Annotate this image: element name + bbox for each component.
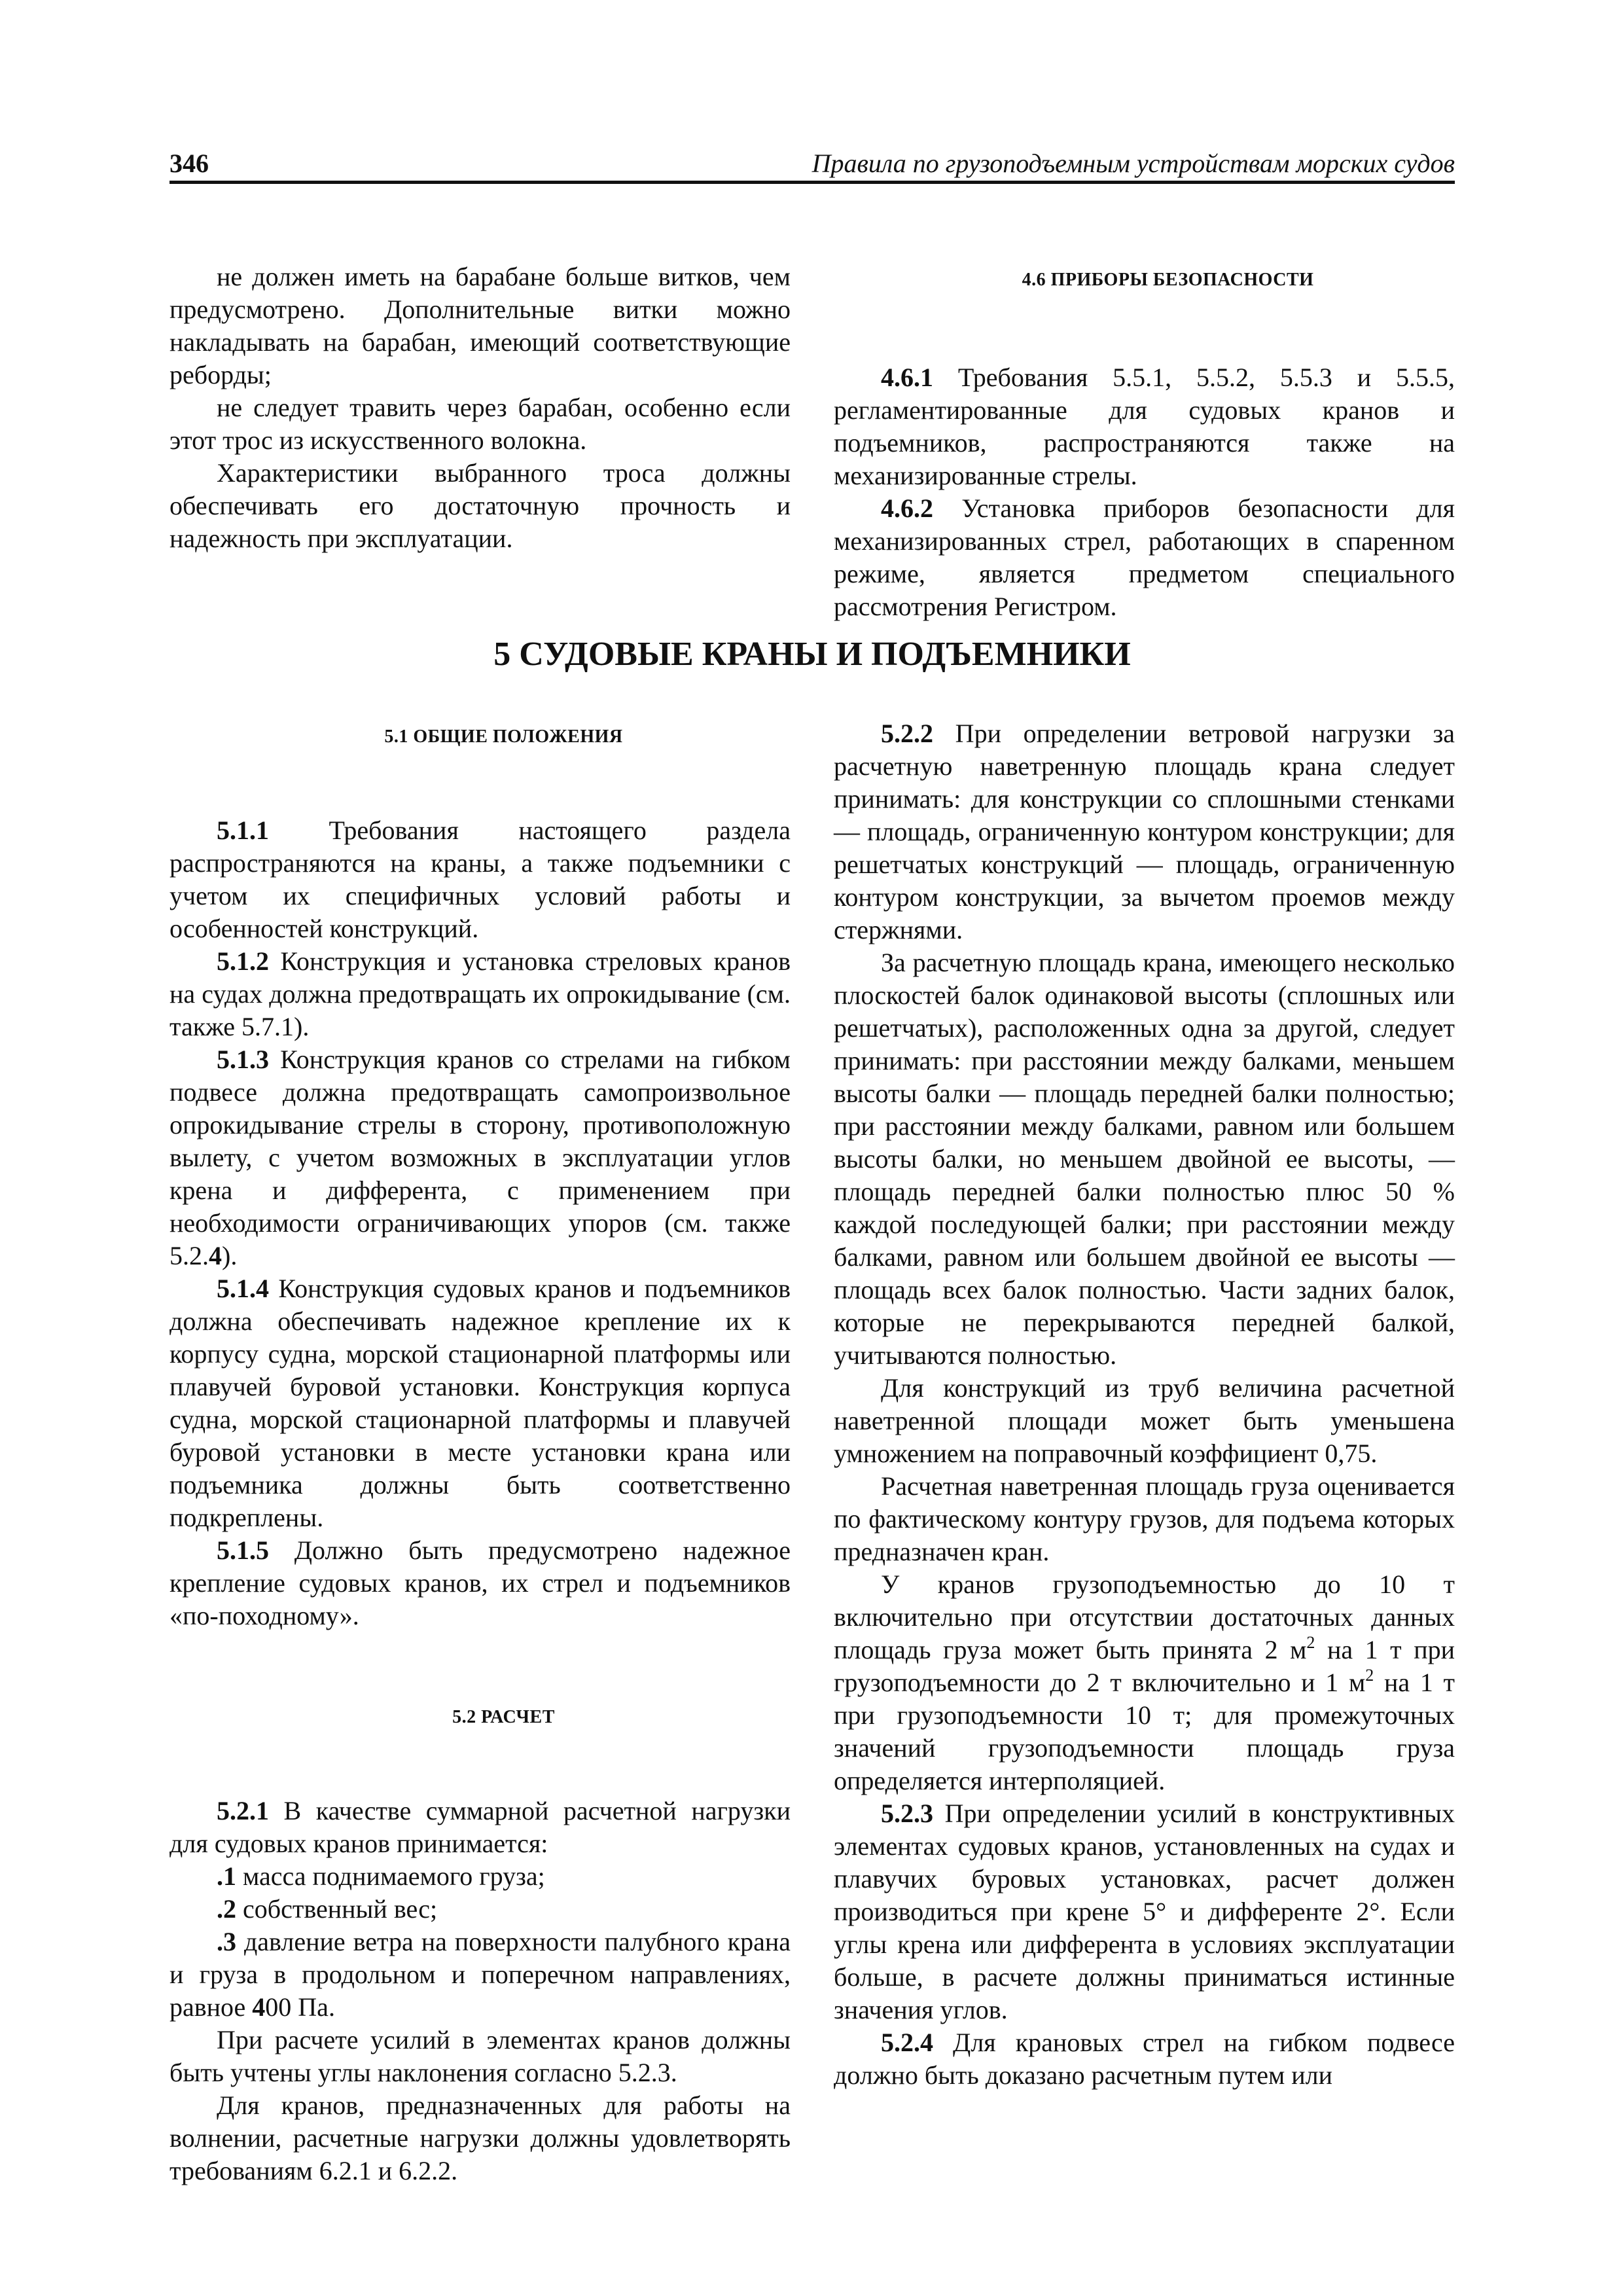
clause-5-1-1: 5.1.1 Требования настоящего раздела распространяются на краны, а также подъемники с учетом их специфичных условий работы и особенностей конструкций. [169, 816, 791, 943]
section-heading-4-6: 4.6 ПРИБОРЫ БЕЗОПАСНОСТИ [1022, 270, 1314, 290]
paragraph: Расчетная наветренная площадь груза оценивается по фактическому контуру грузов, для подъема которых предназначен кран. [834, 1471, 1455, 1566]
clause-number: 4.6.2 [881, 493, 933, 523]
clause-5-1-3: 5.1.3 Конструкция кранов со стрелами на гибком подвесе должна предотвращать самопроизвольное опрокидывание стрелы в сторону, противоположную вылету, с учетом возможных в эксплуатации углов крена и дифферента, с применением при необходимости ограничивающих упоров (см. также 5.2.4). [169, 1045, 791, 1270]
paragraph: За расчетную площадь крана, имеющего несколько плоскостей балок одинаковой высоты (сплошных или решетчатых), расположенных одна за другой, следует принимать: при расстоянии между балками, меньшем высоты балки — площадь передней балки полностью; при расстоянии между балками, равном или большем высоты балки, но меньшем двойной ее высоты, — площадь передней балки полностью плюс 50 % каждой последующей балки; при расстоянии между балками, равном или большем двойной ее высоты — площадь всех балок полностью. Части задних балок, которые не перекрываются передней балкой, учитываются полностью. [834, 948, 1455, 1370]
header-rule [169, 181, 1455, 184]
chapter-title: 5 СУДОВЫЕ КРАНЫ И ПОДЪЕМНИКИ [493, 636, 1131, 673]
clause-5-1-2: 5.1.2 Конструкция и установка стреловых кранов на судах должна предотвращать их опрокидывание (см. также 5.7.1). [169, 946, 791, 1041]
clause-number: 5.1.3 [217, 1045, 269, 1074]
clause-number: 5.2.1 [217, 1796, 269, 1825]
top-right-column [834, 267, 1455, 623]
top-left-column [169, 260, 791, 555]
clause-number: 5.1.2 [217, 946, 269, 976]
clause-5-1-4: 5.1.4 Конструкция судовых кранов и подъемников должна обеспечивать надежное крепление их к корпусу судна, морской стационарной платформы или плавучей буровой установки. Конструкция корпуса судна, морской стационарной платформы и плавучей буровой установки в месте установки крана или подъемника должны быть соответственно подкреплены. [169, 1274, 791, 1532]
page-number: 346 [169, 149, 209, 178]
clause-5-2-2: 5.2.2 При определении ветровой нагрузки за расчетную наветренную площадь крана следует принимать: для конструкции со сплошными стенками — площадь, ограниченную контуром конструкции; для решетчатых конструкций — площадь, ограниченную контуром конструкции, за вычетом проемов между стержнями. [834, 719, 1455, 944]
clause-number: 5.2.2 [881, 719, 933, 748]
paragraph: Характеристики выбранного троса должны обеспечивать его достаточную прочность и надежность при эксплуатации. [169, 458, 791, 553]
clause-number: 5.1.4 [217, 1274, 269, 1303]
clause-number: 5.1.5 [217, 1535, 269, 1565]
paragraph: Для кранов, предназначенных для работы на волнении, расчетные нагрузки должны удовлетворять требованиям 6.2.1 и 6.2.2. [169, 2090, 791, 2185]
paragraph: не должен иметь на барабане больше витков, чем предусмотрено. Дополнительные витки можно накладывать на барабан, имеющий соответствующие реборды; [169, 262, 791, 389]
clause-5-2-1: 5.2.1 В качестве суммарной расчетной нагрузки для судовых кранов принимается: [169, 1796, 791, 1858]
paragraph: У кранов грузоподъемностью до 10 т включительно при отсутствии достаточных данных площадь груза может быть принята 2 $м^2$ на 1 т при грузоподъемности до 2 т включительно и 1 $м^2$ на 1 т при грузоподъемности 10 т; для промежуточных значений грузоподъемности площадь груза определяется интерполяцией. [834, 1570, 1455, 1795]
clause-number: 5.2.3 [881, 1799, 933, 1828]
paragraph: При расчете усилий в элементах кранов должны быть учтены углы наклонения согласно 5.2.3. [169, 2025, 791, 2087]
left-column [169, 724, 791, 2187]
clause-number: 4.6.1 [881, 363, 933, 392]
clause-5-2-3: 5.2.3 При определении усилий в конструктивных элементах судовых кранов, установленных на судах и плавучих буровых установках, расчет должен производиться при крене 5° и дифференте 2°. Если углы крена или дифферента в условиях эксплуатации больше, в расчете должны приниматься истинные значения углов. [834, 1799, 1455, 2024]
paragraph: Для конструкций из труб величина расчетной наветренной площади может быть уменьшена умножением на поправочный коэффициент 0,75. [834, 1373, 1455, 1468]
list-item: .3 давление ветра на поверхности палубного крана и груза в продольном и поперечном направлениях, равное 400 Па. [169, 1927, 791, 2022]
running-title: Правила по грузоподъемным устройствам морских судов [812, 149, 1455, 178]
section-heading-5-1: 5.1 ОБЩИЕ ПОЛОЖЕНИЯ [384, 726, 623, 747]
clause-number: 5.2.4 [881, 2028, 933, 2057]
clause-number: 5.1.1 [217, 816, 269, 845]
list-item: .1 масса поднимаемого груза; [217, 1861, 545, 1891]
right-column [834, 717, 1455, 2092]
section-heading-5-2: 5.2 РАСЧЕТ [452, 1707, 555, 1727]
clause-4-6-2: 4.6.2 Установка приборов безопасности для механизированных стрел, работающих в спаренном режиме, является предметом специального рассмотрения Регистром. [834, 493, 1455, 621]
clause-5-1-5: 5.1.5 Должно быть предусмотрено надежное крепление судовых кранов, их стрел и подъемников «по-походному». [169, 1535, 791, 1630]
paragraph: не следует травить через барабан, особенно если этот трос из искусственного волокна. [169, 393, 791, 455]
clause-4-6-1: 4.6.1 Требования 5.5.1, 5.5.2, 5.5.3 и 5.5.5, регламентированные для судовых кранов и подъемников, распространяются также на механизированные стрелы. [834, 363, 1455, 490]
list-item: .2 собственный вес; [217, 1894, 438, 1924]
clause-5-2-4: 5.2.4 Для крановых стрел на гибком подвесе должно быть доказано расчетным путем или [834, 2028, 1455, 2090]
